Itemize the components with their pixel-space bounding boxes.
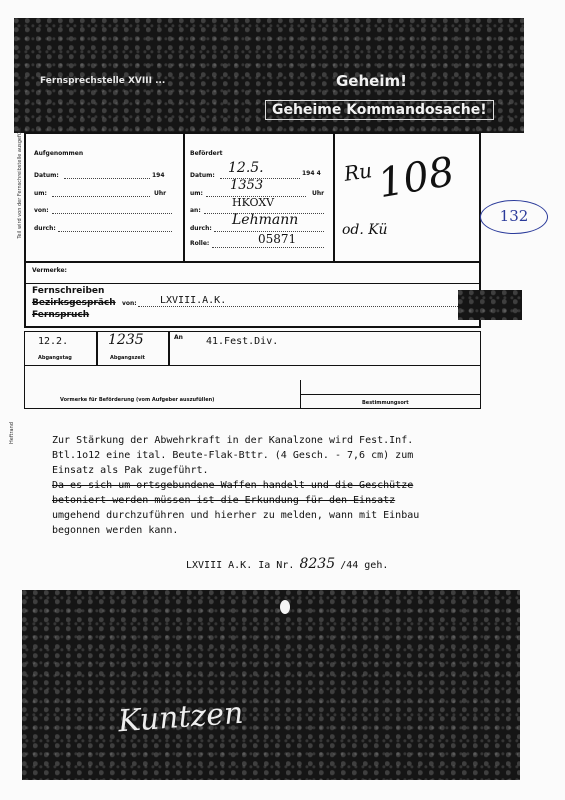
sent-year-value: 194 4: [302, 170, 321, 177]
sent-role-label: Rolle:: [190, 240, 210, 247]
message-initials: Ru: [342, 158, 374, 186]
message-reference: [186, 553, 388, 572]
received-title: Aufgenommen: [34, 150, 84, 157]
destination-label: Bestimmungsort: [362, 400, 409, 406]
reference-suffix: /44 geh.: [340, 560, 389, 571]
message-line: Zur Stärkung der Abwehrkraft in der Kanalzone wird Fest.Inf.: [52, 435, 414, 446]
sent-title: Befördert: [190, 150, 223, 157]
message-line: begonnen werden kann.: [52, 525, 179, 536]
message-from-label: von:: [122, 300, 137, 307]
sent-date-value: 12.5.: [228, 160, 264, 176]
forwarding-notes-label: Vormerke für Beförderung (vom Aufgeber auszufüllen): [60, 397, 215, 403]
signature-small: od. Kü: [342, 222, 388, 238]
departure-day-label: Abgangstag: [38, 355, 72, 361]
message-line: umgehend durchzuführen und hierher zu melden, wann mit Einbau: [52, 510, 420, 521]
received-by-label: durch:: [34, 225, 56, 232]
departure-time-label: Abgangszeit: [110, 355, 145, 361]
sent-to-label: an:: [190, 207, 201, 214]
message-line: Btl.1o12 eine ital. Beute-Flak-Bttr. (4 Gesch. - 7,6 cm) zum: [52, 450, 414, 461]
sent-time-value: 1353: [230, 178, 264, 193]
header-left-label: Fernsprechstelle XVIII ...: [40, 76, 166, 86]
sent-by-label: durch:: [190, 225, 212, 232]
recipient-label: An: [174, 334, 183, 341]
side-text-vertical: Teil wird von der Fernschreibstelle ausgefüllt: [17, 127, 23, 239]
heading-command: Geheime Kommandosache!: [265, 100, 494, 120]
message-number: 108: [374, 148, 458, 208]
received-uhr-label: Uhr: [154, 190, 167, 197]
lower-dark-band: [22, 590, 520, 780]
sent-uhr-label: Uhr: [312, 190, 325, 197]
archive-stamp-number: 132: [499, 207, 529, 225]
sent-by-value: Lehmann: [232, 212, 299, 228]
side-text-heftrand: Heftrand: [9, 422, 15, 444]
message-type-fernspruch: Fernspruch: [32, 310, 90, 320]
message-type-funkspruch: Bezirksgespräch: [32, 298, 116, 308]
recipient-value: 41.Fest.Div.: [206, 336, 279, 347]
message-line: betoniert werden müssen ist die Erkundung für den Einsatz: [52, 495, 396, 506]
heading-secret: Geheim!: [336, 72, 407, 90]
message-type-fernschreiben: Fernschreiben: [32, 286, 105, 296]
reference-prefix: LXVIII A.K. Ia Nr.: [186, 560, 295, 571]
received-time-label: um:: [34, 190, 47, 197]
sent-to-value: HKOXV: [232, 196, 275, 209]
departure-time-value: 1235: [108, 332, 144, 348]
received-from-label: von:: [34, 207, 49, 214]
sent-time-label: um:: [190, 190, 203, 197]
message-from-value: LXVIII.A.K.: [160, 295, 227, 306]
archive-stamp: [480, 200, 548, 234]
message-line: Einsatz als Pak zugeführt.: [52, 465, 209, 476]
message-body: [52, 433, 492, 538]
departure-day-value: 12.2.: [38, 336, 69, 347]
sent-date-label: Datum:: [190, 172, 215, 179]
footer-signature: Kuntzen: [116, 695, 245, 740]
reference-number: 8235: [299, 556, 336, 572]
received-year: 194: [152, 172, 165, 179]
message-line: Da es sich um ortsgebundene Waffen handelt und die Geschütze: [52, 480, 414, 491]
remarks-label: Vermerke:: [32, 267, 67, 274]
received-date-label: Datum:: [34, 172, 59, 179]
sent-role-value: 05871: [258, 232, 297, 246]
